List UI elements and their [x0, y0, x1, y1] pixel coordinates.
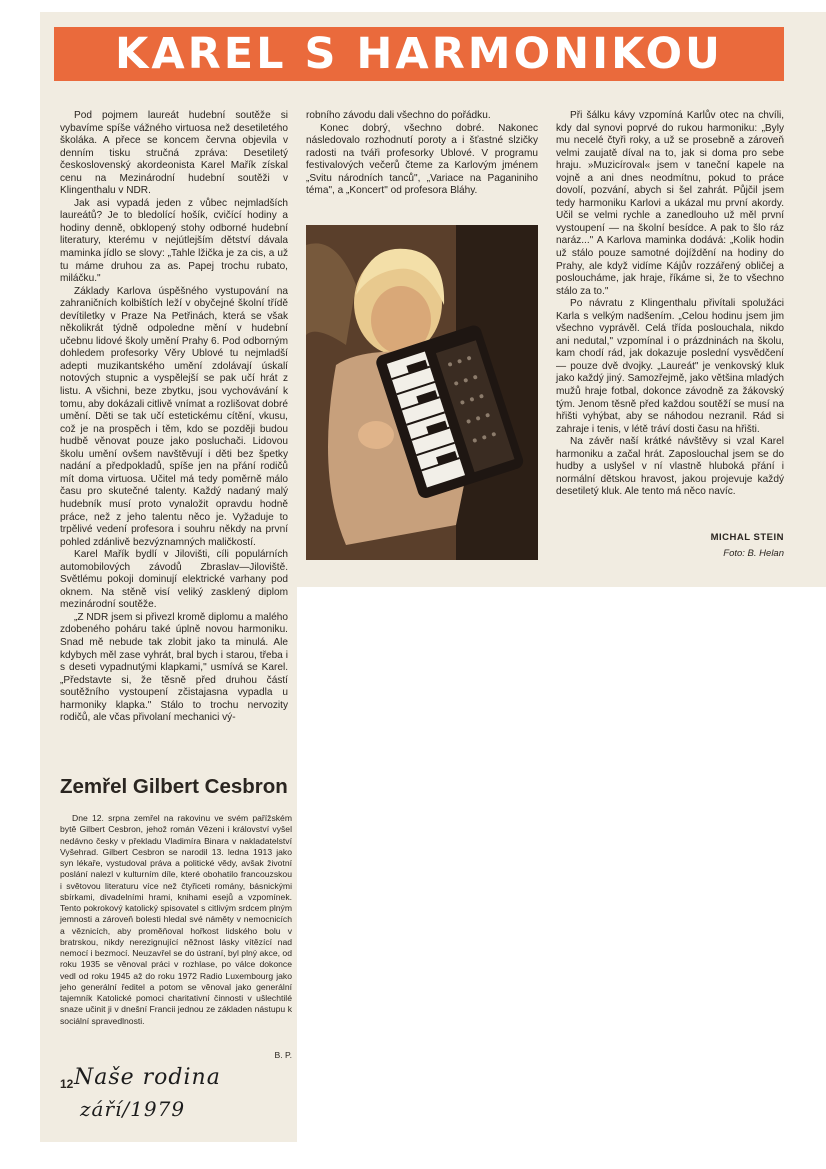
- handwritten-date: září/1979: [80, 1097, 186, 1121]
- paragraph: Na závěr naší krátké návštěvy si vzal Karel harmoniku a začal hrát. Zaposlouchal jsem se do hudby a uslyšel v ní vlastně hluboká přání i normální dětskou hravost, jakou projevuje každý desetiletý kluk. Ale tento má něco navíc.: [556, 436, 784, 498]
- headline: KAREL S HARMONIKOU: [115, 29, 723, 79]
- paragraph: Pod pojmem laureát hudební soutěže si vybavíme spíše vážného virtuosa než desetiletého školáka. A přece se koncem června objevila v denním tisku stručná zpráva: Desetiletý československý akordeonista Karel Mařík získal cenu na Mezinárodní hudební soutěži v Klingenthalu v NDR.: [60, 110, 288, 197]
- article-column-2: [306, 110, 538, 198]
- article-column-3: [556, 110, 784, 499]
- paragraph: robního závodu dali všechno do pořádku.: [306, 110, 491, 121]
- photo-credit: Foto: B. Helan: [723, 548, 784, 559]
- photo-illustration: [306, 225, 538, 560]
- headline-banner: [54, 27, 784, 81]
- paragraph: Po návratu z Klingenthalu přivítali spolužáci Karla s velkým nadšením. „Celou hodinu jsem jim všechno vyprávěl. Celá třída poslouchala, nikdo ani nedutal," vzpomínal i o prázdninách na školu, kam chodí rád, jak dokazuje poslední vysvědčení — pouze dvě dvojky. „Laureát" je venkovský kluk jako každý jiný. Samozřejmě, jako většina mladých mužů hraje fotbal, dokonce závodně za žákovský tým. Jenom těsně před každou soutěží se musí na hřišti vyhýbat, aby se náhodou nezranil. Rád si zahraje i tenis, v létě tráví dosti času na hřišti.: [556, 298, 784, 435]
- obituary-text: [60, 813, 292, 1027]
- obituary-title: Zemřel Gilbert Cesbron: [60, 775, 288, 798]
- article-column-1: [60, 110, 288, 725]
- handwritten-source: Naše rodina: [74, 1065, 221, 1090]
- handwritten-note: [60, 1065, 260, 1135]
- paragraph: Při šálku kávy vzpomíná Karlův otec na chvíli, kdy dal synovi poprvé do rukou harmoniku: „Byly mu necelé čtyři roky, a už se prosebně a zároveň velmi zaujatě díval na to, jak si doma pro sebe hraju. »Muzicíroval« jsem v taneční kapele na vojně a ani dnes neodmítnu, pokud to práce dovolí, pozvání, abych si šel zahrát. Půjčil jsem tedy harmoniku Karlovi a ukázal mu první akordy. Učil se velmi rychle a zanedlouho už měl první vystoupení — na školní besídce. A pak to šlo ráz naráz..." A Karlova maminka dodává: „Kolik hodin už stálo pouze samotné dojíždění na hodiny do Prahy, ale když vidíme Kájův rozzářený obličej a posloucháme, jak hraje, říkáme si, že to všechno stálo za to.": [556, 110, 784, 297]
- page-number: 12: [60, 1077, 74, 1091]
- photo-boy-with-accordion: [306, 225, 538, 560]
- paragraph: Jak asi vypadá jeden z vůbec nejmladších laureátů? Je to bledolící hošík, cvičící hodiny a hodiny denně, obklopený stohy odborné hudební literatury, kterému v nejútlejším dětství dávala maminka jídlo se slovy: „Tahle lžička je za cis, a už tu máme druhou za as. Papej trochu rubato, miláčku.": [60, 197, 288, 285]
- paragraph: Základy Karlova úspěšného vystupování na zahraničních kolbištích leží v obyčejné školní třídě devítiletky v Praze Na Petřinách, která se však několikrát týdně odpoledne mění v hudební učebnu lidové školy umění Prahy 6. Pod odborným dohledem profesorky Věry Ublové tu nejmladší adepti muzikantského umění zdolávají úskalí notových stupnic a vyspělejší se pak učí hrát z listu. A všichni, beze zbytku, jsou vychovávání k tomu, aby dokázali citlivě vnímat a rozlišovat dobré umění. Děti se tak učí estetickému cítění, vkusu, což je na prospěch i těm, kdo se později budou hudbě věnovat pouze jako posluchači. Lidovou školu umění ovšem navštěvují i děti bez špetky nadání a předpokladů, spíše jen na přání rodičů mít doma virtuosa. Učitel má tedy poměrně málo času pro skutečné talenty. Každý nadaný malý hudebník musí proto vynaložit opravdu hodně práce, než z jeho talentu něco je. Vyžaduje to trpělivé vedení profesora i souhru někdy na první pohled zdánlivě bezvýznamných maličkostí.: [60, 285, 288, 548]
- author-signature: MICHAL STEIN: [710, 532, 784, 543]
- obituary-initials: B. P.: [274, 1050, 292, 1060]
- paragraph: Karel Mařík bydlí v Jilovišti, cíli populárních automobilových závodů Zbraslav—Jiloviště. Světlému pokoji dominují elektrické varhany pod oknem. Na stěně visí veliký zasklený diplom mezinárodní soutěže.: [60, 549, 288, 611]
- paragraph: Dne 12. srpna zemřel na rakovinu ve svém pařížském bytě Gilbert Cesbron, jehož román Vězeni i království vyšel nedávno česky v překladu Vladimíra Binara v nakladatelství Vyšehrad. Gilbert Cesbron se narodil 13. ledna 1913 jako syn lékaře, vystudoval práva a politické vědy, avšak životní poslání nalezl v kulturním díle, které obohatilo francouzskou i světovou literaturu více než čtyřiceti romány, básnickými sbírkami, divadelními hrami, knihami esejů a vzpomínek. Tento pokrokový katolický spisovatel s citlivým srdcem plným jemnosti a zároveň bolesti hledal své náměty v nemocnicích a věznicích, aby proměňoval hořkost lidského bolu v bratrskou, nikdy nerezignující něžnost lásky vítězící nad nemocí i bezmocí. Neuzavřel se do ústraní, byl plný akce, od roku 1935 se věnoval práci v rozhlase, po válce dokonce vedl od roku 1945 až do roku 1972 Radio Luxembourg jako jeho generální ředitel a potom se věnoval jako generální tajemník Katolické pomoci charitativní činnosti v ušlechtilé snaze učinit ji v dnešní Francii jednou ze základen nástupu k sociální spravedlnosti.: [60, 813, 292, 1026]
- paragraph: „Z NDR jsem si přivezl kromě diplomu a malého zdobeného poháru také úplně novou harmoniku. Snad mě nebude tak zlobit jako ta minulá. Ale kdybych měl zase vyhrát, bral bych i starou, třeba i s deseti vypadnutými klapkami," usmívá se Karel. „Představte si, že těsně před druhou částí soutěžního vystoupení zčistajasna vypadla u harmoniky klapka." Stálo to trochu nervozity rodičů, ale včas přivolaní mechanici vý-: [60, 611, 288, 724]
- paragraph: Konec dobrý, všechno dobré. Nakonec následovalo rozhodnutí poroty a i šťastné slzičky radosti na tváři profesorky Ublové. V programu festivalových večerů čteme za Karlovým jménem „Svitu národních tanců", „Variace na Paganiniho téma", a „Koncert" od profesora Bláhy.: [306, 122, 538, 197]
